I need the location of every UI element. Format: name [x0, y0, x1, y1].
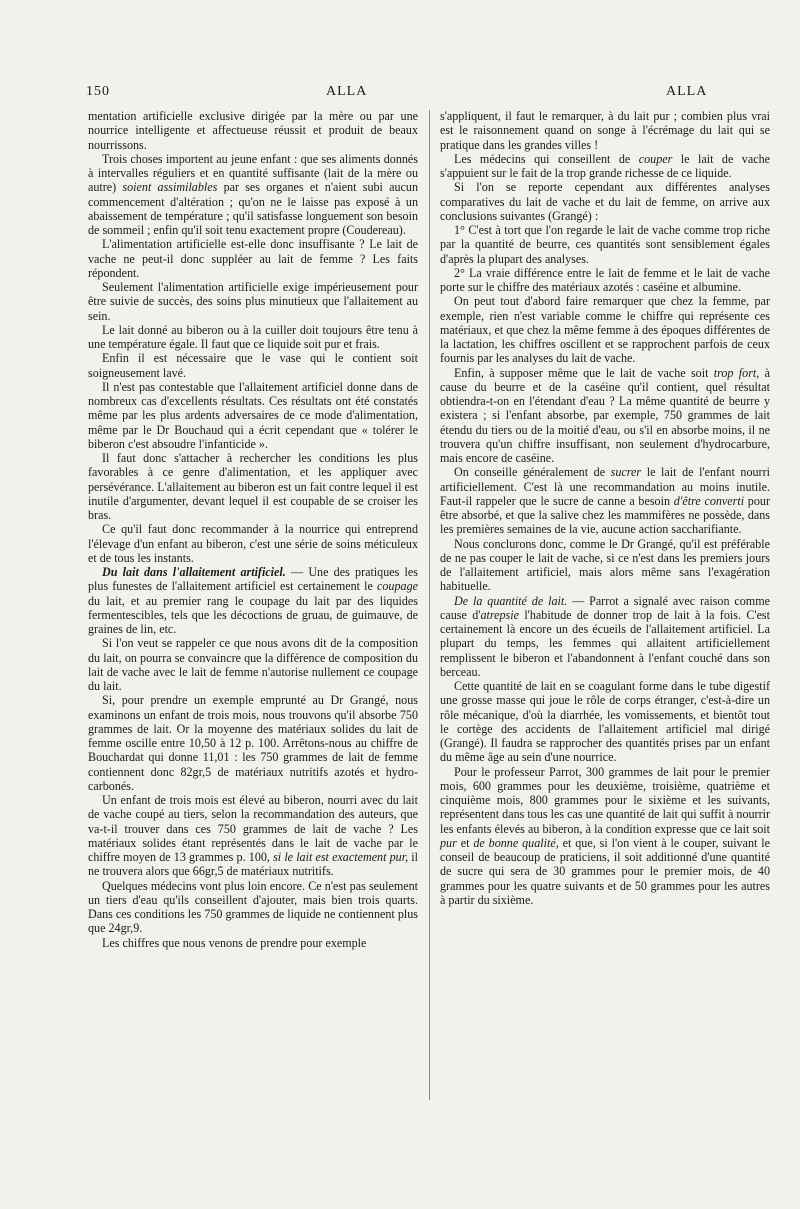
body-text: Cette quantité de lait en se coagulant forme dans le tube digestif une grosse masse qui joue le rôle de corps étranger, c'est-à-dire un rôle mécanique, d'où la diarrhée, les vomissements, et bientôt tout le cortège des accidents de l'allaitement artificiel mal dirigé (Grangé). Il faudra se rapprocher des quantités prises par un enfant du même âge au sein d'une nourrice. [440, 679, 770, 765]
body-text: Nous conclurons donc, comme le Dr Grangé, qu'il est préférable de ne pas couper le lait de vache, si ce n'est dans les premiers jours de l'allaitement artificiel, mais alors même sans l'exagération habituelle. [440, 536, 770, 594]
right-column [440, 109, 770, 907]
paragraph [440, 594, 770, 680]
running-title-right: ALLA [666, 84, 708, 99]
body-text: 1° C'est à tort que l'on regarde le lait de vache comme trop riche par la quantité de beurre, ces quantités sont sensiblement égales d'après la plupart des analyses. [440, 223, 770, 266]
emphasis-text: coupage [377, 579, 418, 594]
paragraph [440, 152, 770, 181]
body-text: Trois choses importent au jeune enfant : que ses aliments donnés à intervalles réguliers et en quantité suffisante (lait de la mère ou autre) [88, 151, 418, 195]
paragraph [88, 109, 418, 152]
paragraph [88, 380, 418, 451]
paragraph [88, 237, 418, 280]
column-divider [429, 110, 430, 1100]
emphasis-text: si le lait est exactement pur, [273, 850, 409, 864]
page-number: 150 [86, 84, 110, 99]
emphasis-text: d'être converti [673, 493, 745, 508]
body-text: Seulement l'alimentation artificielle exige impérieusement pour être suivie de succès, des soins plus minutieux que l'allaitement au sein. [88, 280, 418, 323]
body-text: Quelques médecins vont plus loin encore. Ce n'est pas seulement un tiers d'eau qu'ils conseillent d'ajouter, mais bien trois quarts. Dans ces conditions les 750 grammes de liquide ne contiennent plus que 24gr,9. [88, 878, 418, 936]
emphasis-text: atrepsie [480, 607, 519, 622]
body-text: Un enfant de trois mois est élevé au biberon, nourri avec du lait de vache coupé au tiers, selon la recommandation des auteurs, que va-t-il trouver dans ces 750 grammes de lait de vache ? Les matériaux solides étant représentés dans le lait de vache par le chiffre moyen de 13 grammes p. 100, [88, 793, 418, 864]
body-text: Pour le professeur Parrot, 300 grammes de lait pour le premier mois, 600 grammes pour les deuxième, troisième, quatrième et cinquième mois, 800 grammes pour le sixième et les suivants, représentent dans tous les cas une quantité de lait qui suffit à nourrir les enfants élevés au biberon, à la condition expresse que ce lait soit [440, 764, 770, 836]
paragraph [88, 522, 418, 565]
body-text: Enfin, à supposer même que le lait de vache soit [454, 365, 714, 380]
paragraph [88, 451, 418, 522]
paragraph [440, 294, 770, 365]
emphasis-text: soient assimilables [122, 180, 218, 195]
body-text: On conseille généralement de [454, 465, 611, 480]
body-text: — Une des pratiques les plus funestes de l'allaitement artificiel est certainement le [88, 565, 418, 594]
body-text: 2° La vraie différence entre le lait de femme et le lait de vache porte sur le chiffre des matériaux azotés : caséine et albumine. [440, 265, 770, 294]
body-text: s'appliquent, il faut le remarquer, à du lait pur ; combien plus vrai est le raisonnement quand on songe à l'écrémage du lait qui se pratique dans les grandes villes ! [440, 109, 770, 152]
body-text: Les médecins qui conseillent de [454, 151, 639, 166]
paragraph [88, 879, 418, 936]
body-text: Il n'est pas contestable que l'allaitement artificiel donne dans de nombreux cas d'excellents résultats. Ces résultats ont été constatés même par les plus ardents adversaires de ce mode d'alimentation, même par le Dr Bouchaud qui a écrit cependant que « tolérer le biberon c'est absoudre l'infanticide ». [88, 379, 418, 451]
body-text: Les chiffres que nous venons de prendre pour exemple [102, 935, 367, 950]
emphasis-text: pur [440, 835, 457, 850]
paragraph [440, 765, 770, 908]
body-text: Si, pour prendre un exemple emprunté au Dr Grangé, nous examinons un enfant de trois mois, nous trouvons qu'il absorbe 750 grammes de lait. Or la moyenne des matériaux solides du lait de femme oscille entre 10,50 à 12 p. 100. Arrêtons-nous au chiffre de Bouchardat qui donne 11,01 : les 750 grammes de lait de femme contiennent donc 82gr,5 de matériaux nutritifs azotés et hydro-carbonés. [88, 693, 418, 793]
body-text: mentation artificielle exclusive dirigée par la mère ou par une nourrice intelligente et affectueuse réussit et produit de beaux nourrissons. [88, 109, 418, 152]
page-header [86, 84, 716, 106]
paragraph [88, 793, 418, 879]
paragraph [440, 109, 770, 152]
body-text: à cause du beurre et de la caséine qu'il contient, quel résultat obtiendra-t-on en l'étendant d'eau ? La même quantité de beurre y existera ; si l'enfant absorbe, par exemple, 750 grammes de lait étendu du tiers ou de la moitié d'eau, ou s'il en absorbe moins, il ne trouvera qu'un chiffre insuffisant, non seulement d'hydrocarbure, mais encore de caséine. [440, 365, 770, 465]
body-text: Ce qu'il faut donc recommander à la nourrice qui entreprend l'élevage d'un enfant au biberon, c'est une série de soins méticuleux et de tous les instants. [88, 522, 418, 565]
body-text: le lait de vache s'appuient sur le fait de la trop grande richesse de ce liquide. [440, 151, 770, 180]
paragraph [440, 465, 770, 536]
body-text: Si l'on veut se rappeler ce que nous avons dit de la composition du lait, on pourra se convaincre que la différence de composition du lait de vache avec le lait de femme n'autorise nullement ce coupage du lait. [88, 636, 418, 693]
paragraph [88, 323, 418, 352]
emphasis-text: de bonne qualité, [473, 835, 559, 850]
emphasis-text: couper [638, 151, 673, 166]
emphasis-text: sucrer [610, 465, 642, 480]
body-text: Le lait donné au biberon ou à la cuiller doit toujours être tenu à une température égale. Il faut que ce liquide soit pur et frais. [88, 322, 418, 351]
body-text: L'alimentation artificielle est-elle donc insuffisante ? Le lait de vache ne peut-il donc suppléer au lait de femme ? Les faits répondent. [88, 237, 418, 280]
paragraph [88, 280, 418, 323]
paragraph [440, 679, 770, 765]
paragraph [88, 565, 418, 636]
body-text: Si l'on se reporte cependant aux différentes analyses comparatives du lait de vache et du lait de femme, on arrive aux conclusions suivantes (Grangé) : [440, 180, 770, 223]
paragraph [88, 936, 418, 950]
body-text: du lait, et au premier rang le coupage du lait par des liquides fermentescibles, tels que les décoctions de gruau, de guimauve, de graines de lin, etc. [88, 593, 418, 636]
body-text: et que, si l'on vient à le couper, suivant le conseil de beaucoup de praticiens, il soit additionné d'une quantité de sucre qui sera de 30 grammes pour le premier mois, de 40 grammes pour les quatre suivants et de 50 grammes pour les autres à partir du sixième. [440, 835, 771, 907]
body-text: par ses organes et n'aient subi aucun commencement d'altération ; qu'on ne le laisse pas exposé à un abaissement de température ; qu'il satisfasse longuement son besoin de sommeil ; enfin qu'il soit tenu exactement propre (Coudereau). [88, 180, 418, 237]
body-text: Il faut donc s'attacher à rechercher les conditions les plus favorables à ce genre d'alimentation, et les appliquer avec persévérance. L'allaitement au biberon est un fait contre lequel il est inutile d'argumenter, devant lequel il est coupable de se croiser les bras. [88, 451, 418, 522]
paragraph [440, 180, 770, 223]
running-title-left: ALLA [326, 84, 368, 99]
left-column [88, 109, 418, 950]
paragraph [88, 693, 418, 793]
paragraph [88, 152, 418, 238]
body-text: il ne trouvera alors que 66gr,5 de matériaux nutritifs. [88, 850, 418, 879]
paragraph [88, 351, 418, 380]
body-text: On peut tout d'abord faire remarquer que chez la femme, par exemple, rien n'est variable comme le chiffre qui représente ces matériaux, et que chez la même femme à des époques différentes de la lactation, les chiffres oscillent et se rapprochent parfois de ceux fournis par les analyses du lait de vache. [440, 294, 770, 366]
paragraph [88, 636, 418, 693]
paragraph [440, 266, 770, 295]
body-text: l'habitude de donner trop de lait à la fois. C'est certainement là encore un des écueils de l'allaitement artificiel. La plupart du temps, les femmes qui allaitent artificiellement remplissent le biberon et l'abandonnent à l'enfant couché dans son berceau. [440, 607, 771, 679]
paragraph [440, 366, 770, 466]
body-text: et [456, 835, 474, 850]
body-text: le lait de l'enfant nourri artificiellement. C'est là une recommandation au moins inutile. Faut-il rappeler que le sucre de canne a besoin [440, 465, 770, 508]
body-text: — Parrot a signalé avec raison comme cause d' [440, 593, 770, 622]
paragraph [440, 537, 770, 594]
emphasis-text: De la quantité de lait. [454, 593, 568, 608]
paragraph [440, 223, 770, 266]
body-text: pour être absorbé, et que la salive chez les mammifères ne possède, dans les premières semaines de la vie, aucune action saccharifiante. [440, 493, 770, 537]
body-text: Enfin il est nécessaire que le vase qui le contient soit soigneusement lavé. [88, 351, 418, 380]
emphasis-text: trop fort, [713, 365, 760, 380]
section-heading: Du lait dans l'allaitement artificiel. [102, 565, 286, 579]
